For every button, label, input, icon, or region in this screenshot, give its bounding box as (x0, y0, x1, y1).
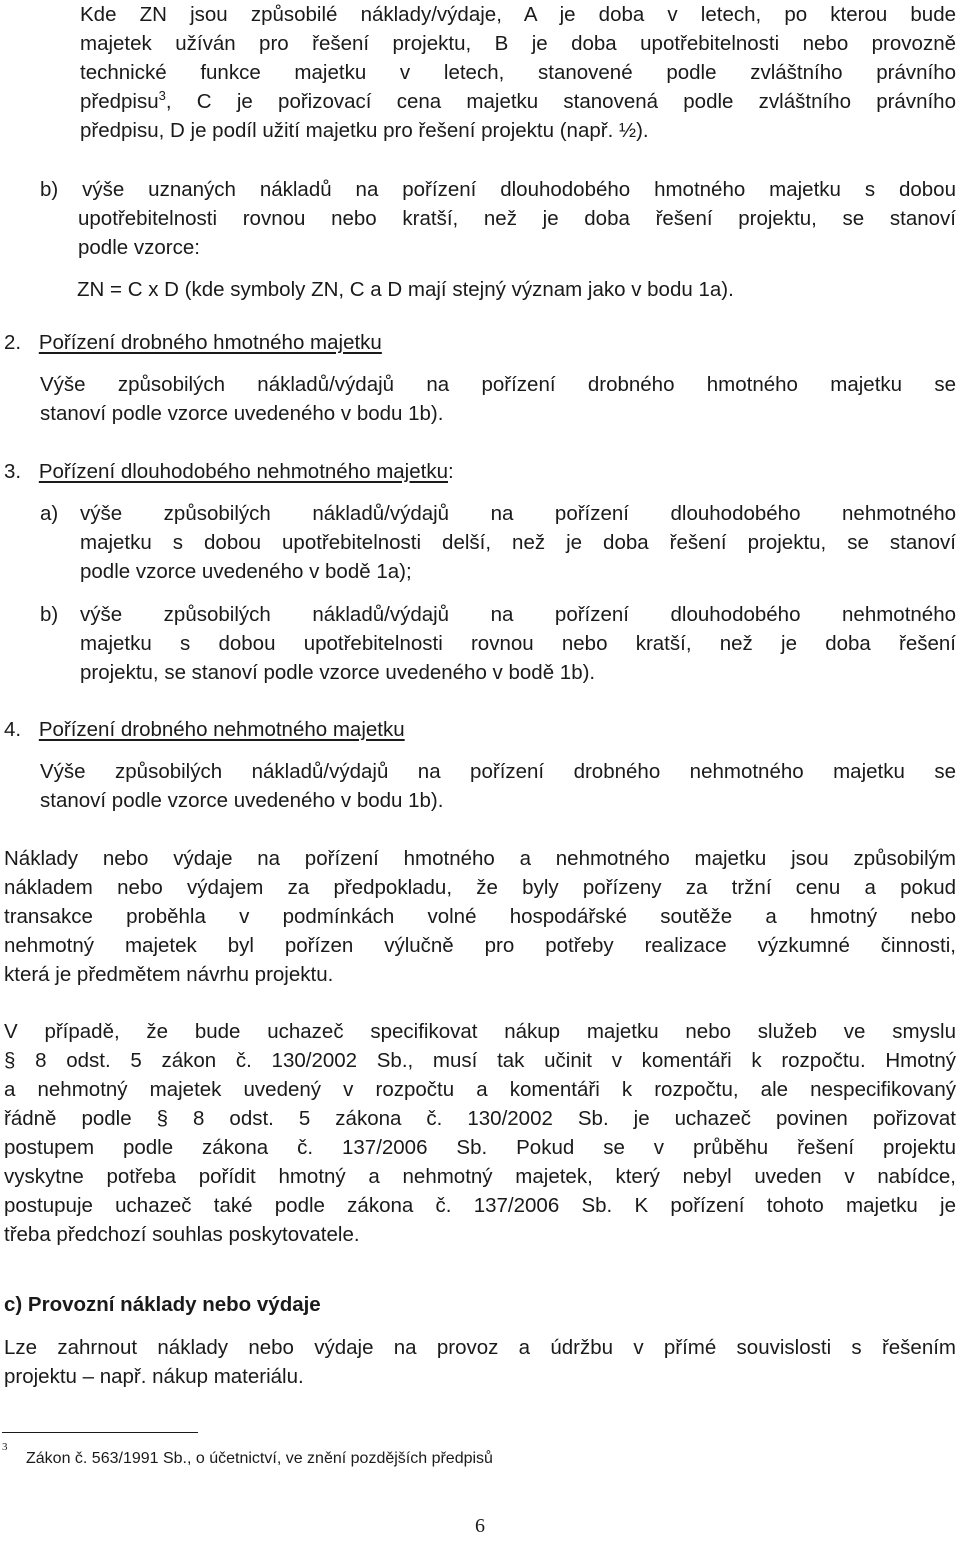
text-line: majetku s dobou upotřebitelnosti rovnou nebo kratší, než je doba řešení (80, 632, 956, 655)
text-line: podle vzorce: (78, 236, 200, 259)
text-line: Náklady nebo výdaje na pořízení hmotného a nehmotného majetku jsou způsobilým (4, 847, 956, 870)
text-line: transakce proběhla v podmínkách volné hospodářské soutěže a hmotný nebo (4, 905, 956, 928)
text-line: majetku s dobou upotřebitelnosti delší, než je doba řešení projektu, se stanoví (80, 531, 956, 554)
list-marker: b) (40, 603, 59, 626)
text-line: třeba předchozí souhlas poskytovatele. (4, 1223, 360, 1246)
text-line: technické funkce majetku v letech, stanovené podle zvláštního právního (80, 61, 956, 84)
item-1b (40, 175, 956, 262)
section-number: 4. (4, 718, 22, 741)
section-title-colon: : (447, 460, 454, 483)
section-number: 2. (4, 331, 22, 354)
section-c-body (4, 1333, 956, 1391)
text-line: § 8 odst. 5 zákon č. 130/2002 Sb., musí tak učinit v komentáři k rozpočtu. Hmotný (4, 1049, 956, 1072)
text-line: výše způsobilých nákladů/výdajů na pořízení dlouhodobého nehmotného (80, 603, 956, 626)
text-line: a nehmotný majetek uvedený v rozpočtu a komentáři k rozpočtu, ale nespecifikovaný (4, 1078, 956, 1101)
text-line: nákladem nebo výdajem za předpokladu, že byly pořízeny za tržní cenu a pokud (4, 876, 956, 899)
text-line: Kde ZN jsou způsobilé náklady/výdaje, A je doba v letech, po kterou bude (80, 3, 956, 26)
text-line: výše způsobilých nákladů/výdajů na pořízení dlouhodobého nehmotného (80, 502, 956, 525)
text-fragment: , C je pořizovací cena majetku stanovená podle zvláštního právního (165, 90, 956, 113)
text-line (80, 87, 956, 116)
footnote-text: Zákon č. 563/1991 Sb., o účetnictví, ve znění pozdějších předpisů (26, 1450, 493, 1467)
section-3-heading (4, 457, 904, 486)
footnote-separator (2, 1432, 198, 1433)
section-title: Pořízení drobného hmotného majetku (38, 331, 382, 354)
section-3-item-b (40, 600, 956, 687)
footnote-mark: 3 (2, 1441, 8, 1453)
text-line: postupuje uchazeč také podle zákona č. 137/2006 Sb. K pořízení tohoto majetku je (4, 1194, 956, 1217)
section-title: Pořízení dlouhodobého nehmotného majetku (38, 460, 448, 483)
text-line: předpisu, D je podíl užití majetku pro řešení projektu (např. ½). (80, 119, 649, 142)
footnote-reference[interactable]: 3 (158, 88, 166, 104)
text-line: která je předmětem návrhu projektu. (4, 963, 334, 986)
section-3-item-a (40, 499, 956, 586)
text-line: majetek užíván pro řešení projektu, B je doba upotřebitelnosti nebo provozně (80, 32, 956, 55)
text-line: řádně podle § 8 odst. 5 zákona č. 130/2002 Sb. je uchazeč povinen pořizovat (4, 1107, 956, 1130)
paragraph-procurement (4, 1017, 956, 1249)
text-line: projektu, se stanoví podle vzorce uvedeného v bodě 1b). (80, 661, 596, 684)
section-title: Pořízení drobného nehmotného majetku (38, 718, 405, 741)
text-line: Výše způsobilých nákladů/výdajů na pořízení drobného hmotného majetku se (40, 373, 956, 396)
section-4-body (40, 757, 956, 815)
text-line: projektu – např. nákup materiálu. (4, 1365, 304, 1388)
text-line: stanoví podle vzorce uvedeného v bodu 1b). (40, 402, 444, 425)
text-fragment: předpisu (80, 90, 159, 113)
text-line: V případě, že bude uchazeč specifikovat nákup majetku nebo služeb ve smyslu (4, 1020, 956, 1043)
text-line: nehmotný majetek byl pořízen výlučně pro potřeby realizace výzkumné činnosti, (4, 934, 956, 957)
text-line: podle vzorce uvedeného v bodě 1a); (80, 560, 412, 583)
text-line: Výše způsobilých nákladů/výdajů na pořízení drobného nehmotného majetku se (40, 760, 956, 783)
text-line: vyskytne potřeba pořídit hmotný a nehmotný majetek, který nebyl uveden v nabídce, (4, 1165, 956, 1188)
formula-line: ZN = C x D (kde symboly ZN, C a D mají stejný význam jako v bodu 1a). (77, 278, 734, 301)
section-2-heading (4, 328, 904, 357)
list-marker: a) (40, 502, 59, 525)
text-line: stanoví podle vzorce uvedeného v bodu 1b). (40, 789, 444, 812)
text-line: Lze zahrnout náklady nebo výdaje na provoz a údržbu v přímé souvislosti s řešením (4, 1336, 956, 1359)
section-4-heading (4, 715, 904, 744)
text-line: postupem podle zákona č. 137/2006 Sb. Pokud se v průběhu řešení projektu (4, 1136, 956, 1159)
section-c-heading: c) Provozní náklady nebo výdaje (4, 1293, 321, 1316)
section-number: 3. (4, 460, 22, 483)
text-line: b) výše uznaných nákladů na pořízení dlouhodobého hmotného majetku s dobou (40, 178, 956, 201)
section-2-body (40, 370, 956, 428)
paragraph-costs (4, 844, 956, 989)
text-line: upotřebitelnosti rovnou nebo kratší, než je doba řešení projektu, se stanoví (78, 207, 956, 230)
paragraph-definitions (80, 0, 956, 145)
page-number: 6 (475, 1515, 485, 1537)
